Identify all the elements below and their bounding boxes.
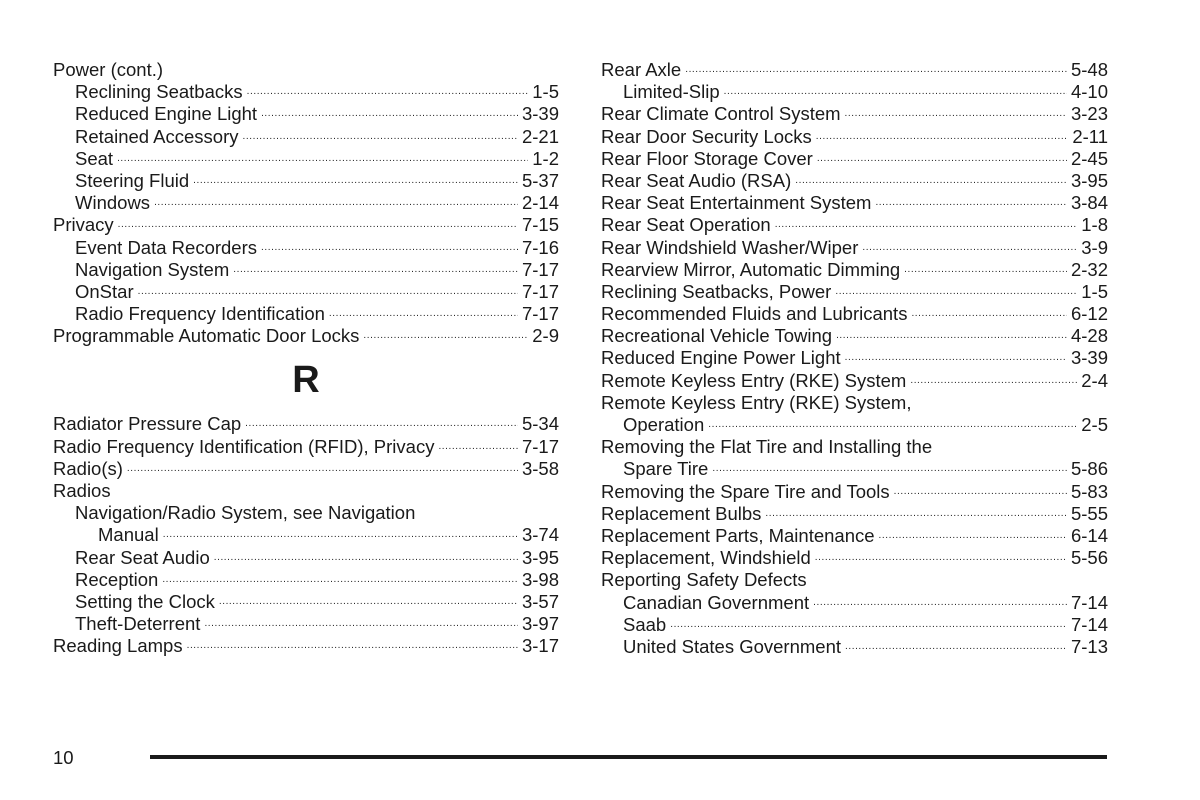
index-entry-page: 3-97 [521,613,559,635]
index-entry-text: Windows [75,192,151,214]
index-entry-text: Rear Seat Audio [75,546,210,568]
index-entry [601,636,1108,658]
index-entry-page: 3-39 [1070,347,1108,369]
index-entry [601,547,1108,569]
index-entry-page: 7-17 [521,303,559,325]
index-entry [53,458,559,480]
index-entry-text: Steering Fluid [75,169,190,191]
index-entry-text: Removing the Flat Tire and Installing the [601,436,933,458]
index-entry-text: Navigation/Radio System, see Navigation [75,502,416,524]
index-entry-page: 5-56 [1070,547,1108,569]
index-entry [601,414,1108,436]
index-entry-text: Reduced Engine Power Light [601,347,841,369]
index-entry-text: Canadian Government [623,591,810,613]
index-entry [53,635,559,657]
index-entry-page: 5-83 [1070,480,1108,502]
index-group-rear-reporting [601,59,1108,658]
index-entry-text: Navigation System [75,258,230,280]
index-entry-page: 7-15 [521,214,559,236]
index-entry-page: 3-84 [1070,192,1108,214]
index-entry-page: 5-86 [1070,458,1108,480]
index-entry-page: 7-17 [521,258,559,280]
index-entry-text: Spare Tire [623,458,709,480]
index-group-r [53,413,559,657]
index-entry-page: 7-14 [1070,613,1108,635]
section-letter-heading: R [292,359,320,402]
index-entry-text: Radiator Pressure Cap [53,413,242,435]
index-entry-text: Rear Seat Audio (RSA) [601,169,792,191]
index-entry-page: 7-13 [1070,635,1108,657]
index-entry-text: Reclining Seatbacks [75,81,243,103]
index-entry-page: 3-9 [1081,236,1108,258]
footer-rule [150,755,1107,759]
index-entry-text: Theft-Deterrent [75,613,201,635]
index-entry-page: 2-21 [521,125,559,147]
dot-leader [127,454,518,480]
dot-leader [708,410,1077,436]
index-entry-text: Remote Keyless Entry (RKE) System [601,369,907,391]
index-entry-page: 6-12 [1070,303,1108,325]
index-entry-text: Reading Lamps [53,635,183,657]
index-entry-text: Rear Axle [601,59,682,80]
index-entry-page: 4-28 [1070,325,1108,347]
index-entry-page: 7-16 [521,236,559,258]
index-entry-page: 7-17 [521,435,559,457]
index-entry-text: Radio(s) [53,457,123,479]
index-entry-page: 6-14 [1070,524,1108,546]
index-entry-text: Removing the Spare Tire and Tools [601,480,890,502]
index-entry-page: 4-10 [1070,81,1108,103]
index-column-left [53,59,559,658]
index-entry-page: 5-37 [521,169,559,191]
dot-leader [363,321,528,347]
index-entry-page: 1-5 [532,81,559,103]
index-entry-text: Event Data Recorders [75,236,258,258]
index-entry-text: Replacement Bulbs [601,502,762,524]
index-entry-page: 3-17 [521,635,559,657]
index-entry-page: 1-8 [1081,214,1108,236]
index-entry-text: Seat [75,147,114,169]
index-entry-page: 2-11 [1072,125,1108,147]
index-entry-text: Privacy [53,214,114,236]
index-entry-page: 7-17 [521,280,559,302]
index-entry-page: 1-2 [532,147,559,169]
index-entry-text: Operation [623,414,705,435]
index-entry [53,325,559,347]
index-entry-text: Retained Accessory [75,125,239,147]
index-entry-page: 2-32 [1070,258,1108,280]
index-entry-page: 1-5 [1081,280,1108,302]
index-entry-text: Setting the Clock [75,590,215,612]
index-entry-page: 3-98 [521,568,559,590]
index-entry-page: 2-45 [1070,147,1108,169]
index-entry-text: United States Government [623,635,841,657]
index-entry-text: Rear Door Security Locks [601,125,812,147]
index-entry-page: 3-39 [521,103,559,125]
index-group-power-privacy [53,59,559,347]
index-entry-page: 2-5 [1081,414,1108,435]
dot-leader [910,366,1077,392]
index-entry-page: 2-14 [521,192,559,214]
index-entry-page: 5-34 [521,413,559,435]
dot-leader [187,631,518,657]
index-entry [53,480,559,502]
index-entry-text: Power (cont.) [53,59,164,80]
index-entry-text: Limited-Slip [623,81,720,103]
index-entry-text: Manual [98,524,159,546]
index-entry-text: Rear Floor Storage Cover [601,147,813,169]
index-entry-text: Reclining Seatbacks, Power [601,280,832,302]
index-entry-text: Rear Seat Operation [601,214,771,236]
dot-leader [815,543,1067,569]
index-entry-text: Rear Seat Entertainment System [601,192,872,214]
index-entry-text: Recommended Fluids and Lubricants [601,303,908,325]
index-column-right [601,59,1108,658]
index-entry-text: Recreational Vehicle Towing [601,325,833,347]
index-entry [601,370,1108,392]
index-entry-text: Radio Frequency Identification [75,303,325,325]
index-entry-page: 3-74 [521,524,559,546]
index-entry-text: Remote Keyless Entry (RKE) System, [601,391,912,413]
index-entry-text: Replacement Parts, Maintenance [601,524,875,546]
index-entry-text: Saab [623,613,667,635]
index-entry-text: Rear Climate Control System [601,103,841,125]
index-entry-page: 3-95 [521,546,559,568]
index-entry-text: Reception [75,568,159,590]
index-entry-text: Radios [53,480,111,501]
index-entry-page: 2-4 [1081,369,1108,391]
index-entry-page: 2-9 [532,325,559,347]
index-entry-text: OnStar [75,280,134,302]
index-entry-page: 3-57 [521,590,559,612]
page-number: 10 [53,747,74,768]
index-entry-text: Rearview Mirror, Automatic Dimming [601,258,901,280]
index-entry-text: Reporting Safety Defects [601,569,807,591]
index-entry-text: Radio Frequency Identification (RFID), Privacy [53,435,435,457]
index-entry-text: Replacement, Windshield [601,547,811,569]
index-entry-page: 5-48 [1070,59,1108,80]
index-entry-page: 3-58 [521,457,559,479]
index-entry-text: Rear Windshield Washer/Wiper [601,236,859,258]
index-entry-text: Reduced Engine Light [75,103,258,125]
index-entry-text: Programmable Automatic Door Locks [53,325,360,347]
index-entry-page: 7-14 [1070,591,1108,613]
dot-leader [845,632,1067,658]
index-entry-page: 3-95 [1070,169,1108,191]
index-entry-page: 3-23 [1070,103,1108,125]
index-entry-page: 5-55 [1070,502,1108,524]
